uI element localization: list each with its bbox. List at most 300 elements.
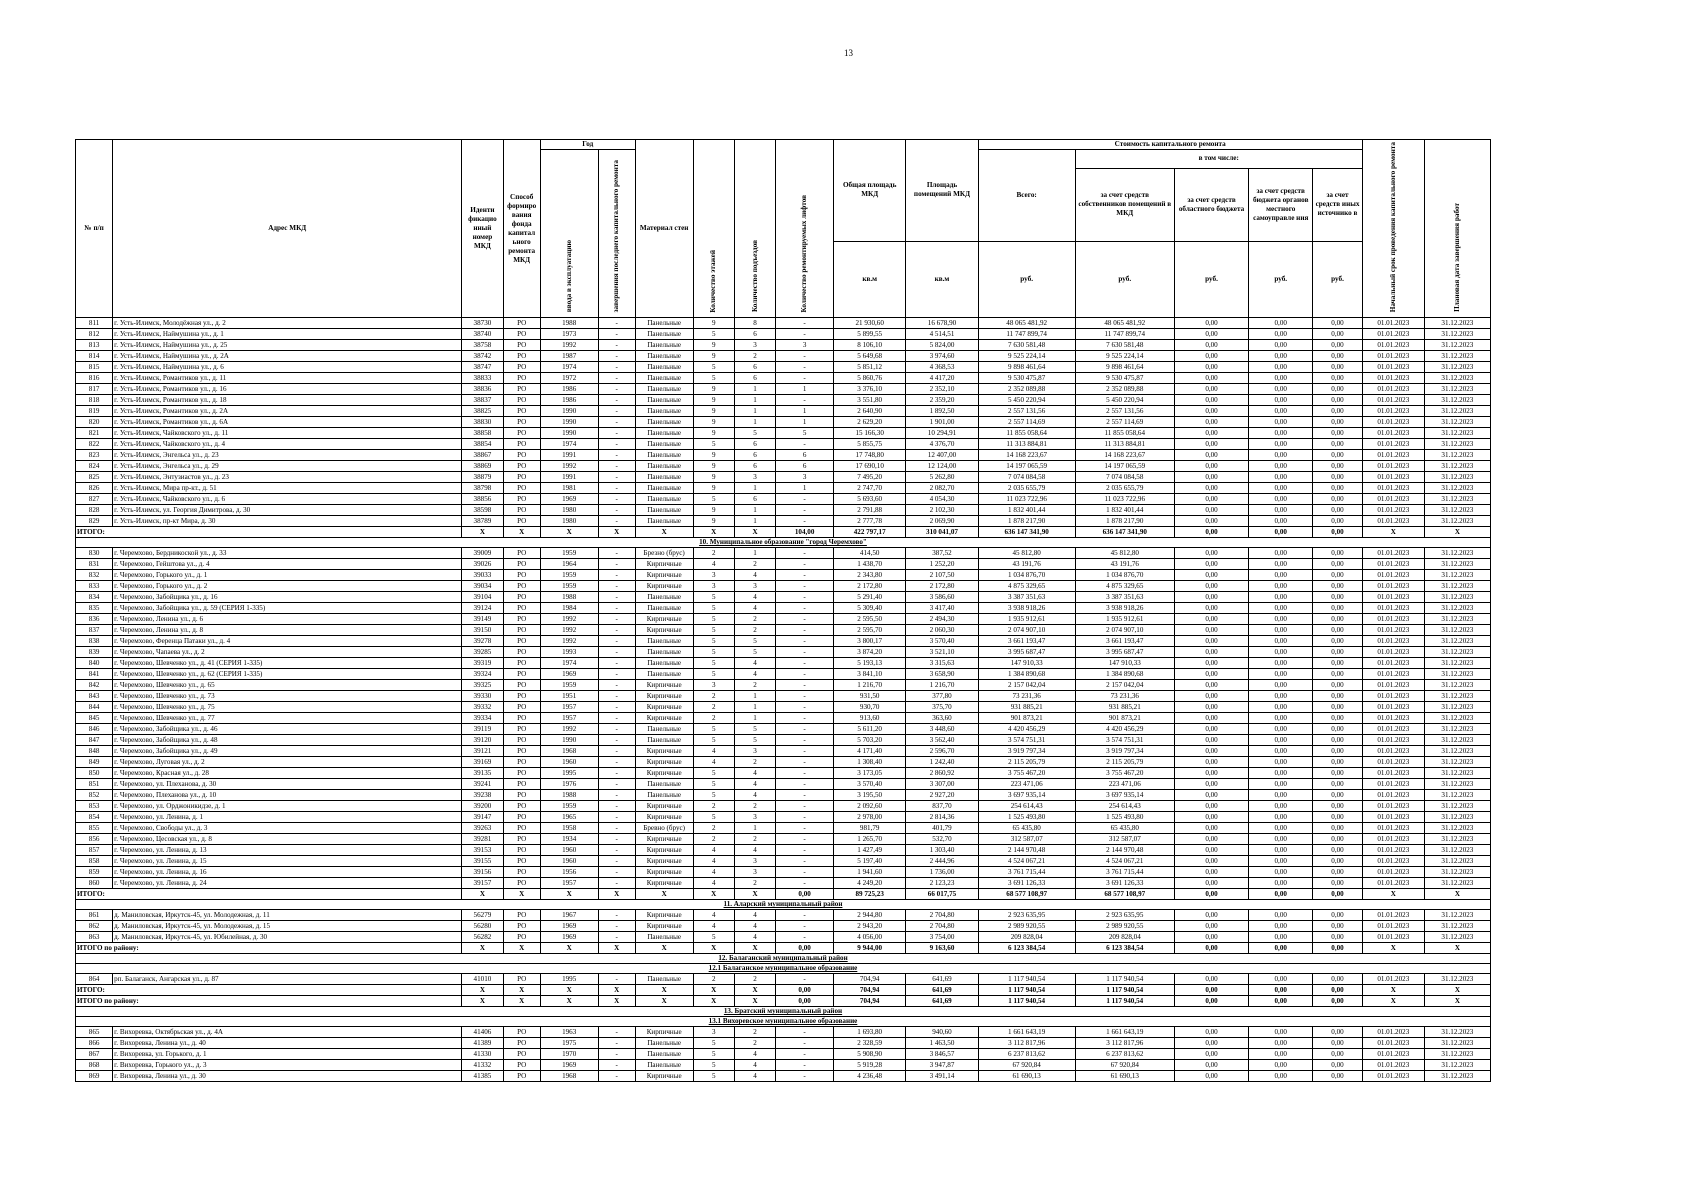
table-cell: - [598, 921, 635, 932]
table-cell: 5 693,60 [834, 494, 906, 505]
table-cell: 5 611,20 [834, 724, 906, 735]
table-cell: 1980 [540, 516, 598, 527]
table-cell: 1988 [540, 592, 598, 603]
table-cell: 0,00 [1313, 450, 1363, 461]
table-cell: 31.12.2023 [1424, 483, 1490, 494]
table-cell: 2 352 089,88 [978, 384, 1075, 395]
table-cell: 39285 [462, 647, 503, 658]
table-cell: - [776, 351, 834, 362]
table-cell: - [776, 823, 834, 834]
table-cell: 5 851,12 [834, 362, 906, 373]
table-cell: 1 [734, 702, 775, 713]
table-cell: 5 [693, 1049, 734, 1060]
table-cell: 831 [76, 559, 113, 570]
table-cell: Панельные [635, 384, 693, 395]
table-cell: 813 [76, 340, 113, 351]
table-cell: 823 [76, 450, 113, 461]
table-cell: 31.12.2023 [1424, 472, 1490, 483]
table-row [76, 351, 1491, 362]
table-cell: 48 065 481,92 [1075, 318, 1174, 329]
table-cell: 5 [693, 636, 734, 647]
table-cell: РО [503, 932, 540, 943]
table-cell: - [776, 329, 834, 340]
table-cell: РО [503, 724, 540, 735]
address-cell: г. Черемхово, Горького ул., д. 2 [113, 581, 462, 592]
table-cell: - [776, 867, 834, 878]
table-cell: 31.12.2023 [1424, 691, 1490, 702]
table-cell: 1 427,49 [834, 845, 906, 856]
table-cell: - [776, 625, 834, 636]
table-cell: 3 [693, 680, 734, 691]
table-cell: 2 [693, 823, 734, 834]
section-title: 12. Балаганский муниципальный район [76, 954, 1491, 964]
table-cell: 4 368,53 [906, 362, 978, 373]
address-cell: г. Черемхово, Шевченко ул., д. 73 [113, 691, 462, 702]
total-cell: X [503, 889, 540, 900]
table-cell: - [776, 801, 834, 812]
table-cell: - [598, 417, 635, 428]
table-cell: 9 [693, 351, 734, 362]
table-cell: 0,00 [1249, 340, 1313, 351]
table-cell: 811 [76, 318, 113, 329]
table-cell: - [776, 362, 834, 373]
table-cell: 5 855,75 [834, 439, 906, 450]
table-cell: 4 056,00 [834, 932, 906, 943]
table-cell: 1 [734, 516, 775, 527]
total-cell: 422 797,17 [834, 527, 906, 538]
total-cell: X [540, 943, 598, 954]
table-cell: 31.12.2023 [1424, 768, 1490, 779]
table-cell: 818 [76, 395, 113, 406]
table-cell: Панельные [635, 395, 693, 406]
table-cell: - [598, 812, 635, 823]
table-cell: Панельные [635, 1060, 693, 1071]
address-cell: г. Черемхово, ул. Ленина, д. 15 [113, 856, 462, 867]
table-cell: 0,00 [1174, 614, 1248, 625]
table-cell: 2 074 907,10 [978, 625, 1075, 636]
address-cell: г. Усть-Илимск, Энгельса ул., д. 29 [113, 461, 462, 472]
unit-premises-area: кв.м [906, 241, 978, 317]
table-cell: 1 117 940,54 [1075, 974, 1174, 985]
table-cell: РО [503, 735, 540, 746]
table-cell: - [598, 329, 635, 340]
hdr-cost-group: Стоимость капитального ремонта [978, 140, 1362, 150]
table-cell: 0,00 [1174, 746, 1248, 757]
table-cell: РО [503, 812, 540, 823]
table-cell: 1 [776, 384, 834, 395]
table-cell: 223 471,06 [1075, 779, 1174, 790]
table-cell: РО [503, 548, 540, 559]
table-cell: 38598 [462, 505, 503, 516]
table-cell: 3 [693, 1027, 734, 1038]
table-cell: 5 [693, 614, 734, 625]
table-cell: 5 [693, 1038, 734, 1049]
table-cell: 0,00 [1249, 395, 1313, 406]
table-cell: 1992 [540, 614, 598, 625]
table-cell: - [598, 340, 635, 351]
table-cell: 848 [76, 746, 113, 757]
table-cell: 0,00 [1174, 834, 1248, 845]
address-cell: д. Маниловская, Иркутск-45, ул. Молодежная, д. 11 [113, 910, 462, 921]
table-cell: РО [503, 702, 540, 713]
table-cell: 9 525 224,14 [1075, 351, 1174, 362]
table-cell: 2 [693, 691, 734, 702]
table-cell: РО [503, 867, 540, 878]
table-cell: 31.12.2023 [1424, 570, 1490, 581]
table-cell: 0,00 [1174, 636, 1248, 647]
table-cell: 1 [734, 505, 775, 516]
table-cell: 901 873,21 [978, 713, 1075, 724]
table-cell: 1 525 493,80 [978, 812, 1075, 823]
table-cell: 3 691 126,33 [1075, 878, 1174, 889]
table-cell: РО [503, 845, 540, 856]
table-cell: 38740 [462, 329, 503, 340]
table-cell: 0,00 [1174, 472, 1248, 483]
table-cell: Панельные [635, 362, 693, 373]
table-cell: Панельные [635, 340, 693, 351]
table-cell: 0,00 [1174, 483, 1248, 494]
table-row [76, 570, 1491, 581]
hdr-year-commission: ввода в эксплуатацию [540, 150, 598, 318]
table-cell: 0,00 [1313, 1049, 1363, 1060]
table-cell: 0,00 [1174, 318, 1248, 329]
section-row [76, 954, 1491, 964]
table-row [76, 625, 1491, 636]
table-cell: 1959 [540, 801, 598, 812]
table-cell: 931 885,21 [978, 702, 1075, 713]
address-cell: г. Черемхово, Луговая ул., д. 2 [113, 757, 462, 768]
table-cell: 1 216,70 [834, 680, 906, 691]
table-cell: РО [503, 505, 540, 516]
table-cell: 0,00 [1249, 384, 1313, 395]
table-cell: 5 908,90 [834, 1049, 906, 1060]
table-cell: 38789 [462, 516, 503, 527]
table-cell: 31.12.2023 [1424, 790, 1490, 801]
table-cell: 387,52 [906, 548, 978, 559]
table-cell: 3 195,50 [834, 790, 906, 801]
table-cell: 48 065 481,92 [978, 318, 1075, 329]
table-cell: 3 691 126,33 [978, 878, 1075, 889]
table-cell: 858 [76, 856, 113, 867]
table-cell: - [776, 845, 834, 856]
address-cell: г. Усть-Илимск, Наймушина ул., д. 2А [113, 351, 462, 362]
table-cell: 0,00 [1174, 494, 1248, 505]
table-row [76, 329, 1491, 340]
subsection-row [76, 1017, 1491, 1027]
table-cell: - [776, 603, 834, 614]
table-cell: РО [503, 1071, 540, 1082]
table-cell: 0,00 [1249, 516, 1313, 527]
table-cell: 1 892,50 [906, 406, 978, 417]
table-cell: РО [503, 790, 540, 801]
table-cell: Кирпичные [635, 834, 693, 845]
table-cell: 0,00 [1313, 362, 1363, 373]
table-cell: 31.12.2023 [1424, 910, 1490, 921]
table-cell: 834 [76, 592, 113, 603]
address-cell: г. Черемхово, Шевченко ул., д. 41 (СЕРИЯ 1-335) [113, 658, 462, 669]
table-row [76, 318, 1491, 329]
table-cell: 2 860,92 [906, 768, 978, 779]
table-cell: 1 878 217,90 [978, 516, 1075, 527]
table-cell: РО [503, 1027, 540, 1038]
table-cell: 0,00 [1313, 647, 1363, 658]
table-cell: 01.01.2023 [1362, 779, 1424, 790]
table-cell: 1 265,70 [834, 834, 906, 845]
table-cell: 1 303,40 [906, 845, 978, 856]
table-cell: 0,00 [1313, 384, 1363, 395]
table-cell: 01.01.2023 [1362, 570, 1424, 581]
table-cell: - [776, 505, 834, 516]
table-cell: 3 754,00 [906, 932, 978, 943]
section-title: 13. Братский муниципальный район [76, 1007, 1491, 1017]
table-cell: 1984 [540, 603, 598, 614]
table-cell: 0,00 [1174, 845, 1248, 856]
table-cell: 1 [734, 691, 775, 702]
table-cell: 41330 [462, 1049, 503, 1060]
subsection-title: 12.1 Балаганское муниципальное образование [76, 964, 1491, 974]
table-cell: 1960 [540, 757, 598, 768]
table-cell: Панельные [635, 603, 693, 614]
table-cell: 2 927,20 [906, 790, 978, 801]
total-cell: X [1424, 527, 1490, 538]
table-cell: 1959 [540, 570, 598, 581]
table-cell: - [598, 680, 635, 691]
table-row [76, 439, 1491, 450]
table-cell: 854 [76, 812, 113, 823]
table-cell: 2 352,10 [906, 384, 978, 395]
address-cell: г. Усть-Илимск, Мира пр-кт., д. 51 [113, 483, 462, 494]
address-cell: г. Усть-Илимск, Энтузиастов ул., д. 23 [113, 472, 462, 483]
total-cell: 0,00 [1249, 985, 1313, 996]
table-cell: 45 812,80 [1075, 548, 1174, 559]
table-cell: 0,00 [1249, 472, 1313, 483]
table-row [76, 921, 1491, 932]
table-cell: 0,00 [1249, 790, 1313, 801]
table-cell: 01.01.2023 [1362, 801, 1424, 812]
table-cell: 16 678,90 [906, 318, 978, 329]
total-cell: 636 147 341,90 [1075, 527, 1174, 538]
table-cell: 0,00 [1249, 746, 1313, 757]
table-cell: 5 899,55 [834, 329, 906, 340]
table-cell: 4 [734, 658, 775, 669]
table-cell: 363,60 [906, 713, 978, 724]
table-cell: 840 [76, 658, 113, 669]
table-cell: 01.01.2023 [1362, 768, 1424, 779]
table-cell: РО [503, 417, 540, 428]
table-cell: 01.01.2023 [1362, 669, 1424, 680]
table-body [76, 318, 1491, 1082]
table-cell: 0,00 [1174, 867, 1248, 878]
address-cell: г. Черемхово, Шевченко ул., д. 75 [113, 702, 462, 713]
table-cell: 2 704,80 [906, 910, 978, 921]
address-cell: г. Усть-Илимск, Романтиков ул., д. 16 [113, 384, 462, 395]
table-cell: - [776, 647, 834, 658]
table-cell: 0,00 [1313, 735, 1363, 746]
table-cell: - [776, 878, 834, 889]
table-cell: 0,00 [1249, 974, 1313, 985]
table-cell: 0,00 [1249, 691, 1313, 702]
table-row [76, 614, 1491, 625]
table-cell: 845 [76, 713, 113, 724]
table-cell: 1 [734, 395, 775, 406]
table-row [76, 932, 1491, 943]
table-cell: 0,00 [1313, 921, 1363, 932]
table-cell: РО [503, 856, 540, 867]
table-cell: - [776, 581, 834, 592]
total-cell: X [635, 527, 693, 538]
table-cell: - [776, 812, 834, 823]
table-cell: 01.01.2023 [1362, 1060, 1424, 1071]
table-cell: 01.01.2023 [1362, 494, 1424, 505]
total-cell: X [1424, 943, 1490, 954]
table-cell: 38856 [462, 494, 503, 505]
table-cell: 0,00 [1249, 713, 1313, 724]
table-row [76, 340, 1491, 351]
table-cell: 1 308,40 [834, 757, 906, 768]
table-cell: 0,00 [1249, 570, 1313, 581]
table-cell: РО [503, 450, 540, 461]
table-cell: 31.12.2023 [1424, 724, 1490, 735]
table-cell: 5 824,00 [906, 340, 978, 351]
table-cell: 2 444,96 [906, 856, 978, 867]
table-cell: РО [503, 494, 540, 505]
table-cell: 01.01.2023 [1362, 1038, 1424, 1049]
total-cell: X [598, 996, 635, 1007]
table-cell: 3 376,10 [834, 384, 906, 395]
table-cell: 0,00 [1313, 603, 1363, 614]
table-cell: 4 [734, 1071, 775, 1082]
table-cell: 38742 [462, 351, 503, 362]
table-cell: - [598, 428, 635, 439]
table-cell: 14 197 065,59 [1075, 461, 1174, 472]
table-cell: 2 115 205,79 [1075, 757, 1174, 768]
table-cell: 0,00 [1174, 417, 1248, 428]
table-row [76, 1038, 1491, 1049]
table-cell: 0,00 [1174, 669, 1248, 680]
table-cell: 1 384 890,68 [978, 669, 1075, 680]
table-cell: 5 649,68 [834, 351, 906, 362]
table-cell: 1 [734, 823, 775, 834]
table-cell: - [776, 439, 834, 450]
table-cell: 4 [734, 932, 775, 943]
table-cell: 0,00 [1174, 559, 1248, 570]
table-cell: 6 [734, 362, 775, 373]
table-cell: 1 216,70 [906, 680, 978, 691]
table-cell: 1957 [540, 713, 598, 724]
table-cell: 3 [776, 340, 834, 351]
table-cell: РО [503, 516, 540, 527]
table-cell: 0,00 [1313, 932, 1363, 943]
table-cell: 1 661 643,19 [1075, 1027, 1174, 1038]
table-cell: 5 [734, 735, 775, 746]
table-cell: 819 [76, 406, 113, 417]
table-cell: 4 [734, 603, 775, 614]
table-cell: - [598, 910, 635, 921]
table-cell: 3 919 797,34 [978, 746, 1075, 757]
total-cell: 0,00 [776, 943, 834, 954]
table-cell: - [598, 724, 635, 735]
total-label: ИТОГО: [76, 527, 462, 538]
table-cell: 2 557 131,56 [1075, 406, 1174, 417]
table-cell: 4 [734, 570, 775, 581]
subsection-row [76, 964, 1491, 974]
table-cell: Кирпичные [635, 867, 693, 878]
table-cell: 931,50 [834, 691, 906, 702]
hdr-num: № п/п [76, 140, 113, 318]
table-cell: 1 [734, 417, 775, 428]
table-cell: 0,00 [1174, 1071, 1248, 1082]
table-cell: 38854 [462, 439, 503, 450]
table-cell: 31.12.2023 [1424, 974, 1490, 985]
table-cell: РО [503, 1060, 540, 1071]
total-cell: X [734, 889, 775, 900]
table-cell: 9 898 461,64 [1075, 362, 1174, 373]
address-cell: г. Усть-Илимск, Романтиков ул., д. 6А [113, 417, 462, 428]
table-cell: 01.01.2023 [1362, 878, 1424, 889]
table-cell: - [598, 932, 635, 943]
table-cell: 01.01.2023 [1362, 713, 1424, 724]
table-cell: 5 193,13 [834, 658, 906, 669]
table-cell: 5 [693, 812, 734, 823]
table-cell: 01.01.2023 [1362, 812, 1424, 823]
table-cell: 2 172,80 [906, 581, 978, 592]
table-cell: РО [503, 362, 540, 373]
table-cell: 38836 [462, 384, 503, 395]
table-cell: 31.12.2023 [1424, 505, 1490, 516]
table-row [76, 592, 1491, 603]
table-cell: 2 [734, 834, 775, 845]
table-cell: - [598, 625, 635, 636]
address-cell: г. Черемхово, Забойщика ул., д. 49 [113, 746, 462, 757]
table-cell: 65 435,80 [978, 823, 1075, 834]
table-cell: 31.12.2023 [1424, 735, 1490, 746]
address-cell: г. Черемхово, ул. Ленина, д. 1 [113, 812, 462, 823]
table-cell: 3 [734, 856, 775, 867]
address-cell: г. Вихоревка, Ленина ул., д. 40 [113, 1038, 462, 1049]
table-cell: РО [503, 329, 540, 340]
table-cell: - [598, 483, 635, 494]
total-cell: X [734, 985, 775, 996]
table-cell: 2 [693, 974, 734, 985]
table-cell: 0,00 [1249, 856, 1313, 867]
total-cell: X [503, 943, 540, 954]
address-cell: д. Маниловская, Иркутск-45, ул. Юбилейная, д. 30 [113, 932, 462, 943]
table-cell: 31.12.2023 [1424, 439, 1490, 450]
table-cell: - [776, 373, 834, 384]
table-cell: 0,00 [1313, 472, 1363, 483]
table-cell: 0,00 [1249, 647, 1313, 658]
table-cell: - [598, 757, 635, 768]
unit-total: руб. [978, 241, 1075, 317]
table-cell: 1956 [540, 867, 598, 878]
table-cell: - [598, 592, 635, 603]
table-cell: 3 697 935,14 [978, 790, 1075, 801]
total-label: ИТОГО по району: [76, 943, 462, 954]
total-cell: X [462, 889, 503, 900]
total-row [76, 527, 1491, 538]
table-cell: 4 420 456,29 [978, 724, 1075, 735]
table-cell: 3 173,05 [834, 768, 906, 779]
table-cell: 814 [76, 351, 113, 362]
table-cell: 0,00 [1249, 757, 1313, 768]
table-cell: РО [503, 351, 540, 362]
table-cell: 0,00 [1313, 702, 1363, 713]
table-row [76, 867, 1491, 878]
table-cell: 2 172,80 [834, 581, 906, 592]
capital-repair-table [75, 139, 1491, 1082]
table-cell: 2 [693, 713, 734, 724]
table-cell: 860 [76, 878, 113, 889]
